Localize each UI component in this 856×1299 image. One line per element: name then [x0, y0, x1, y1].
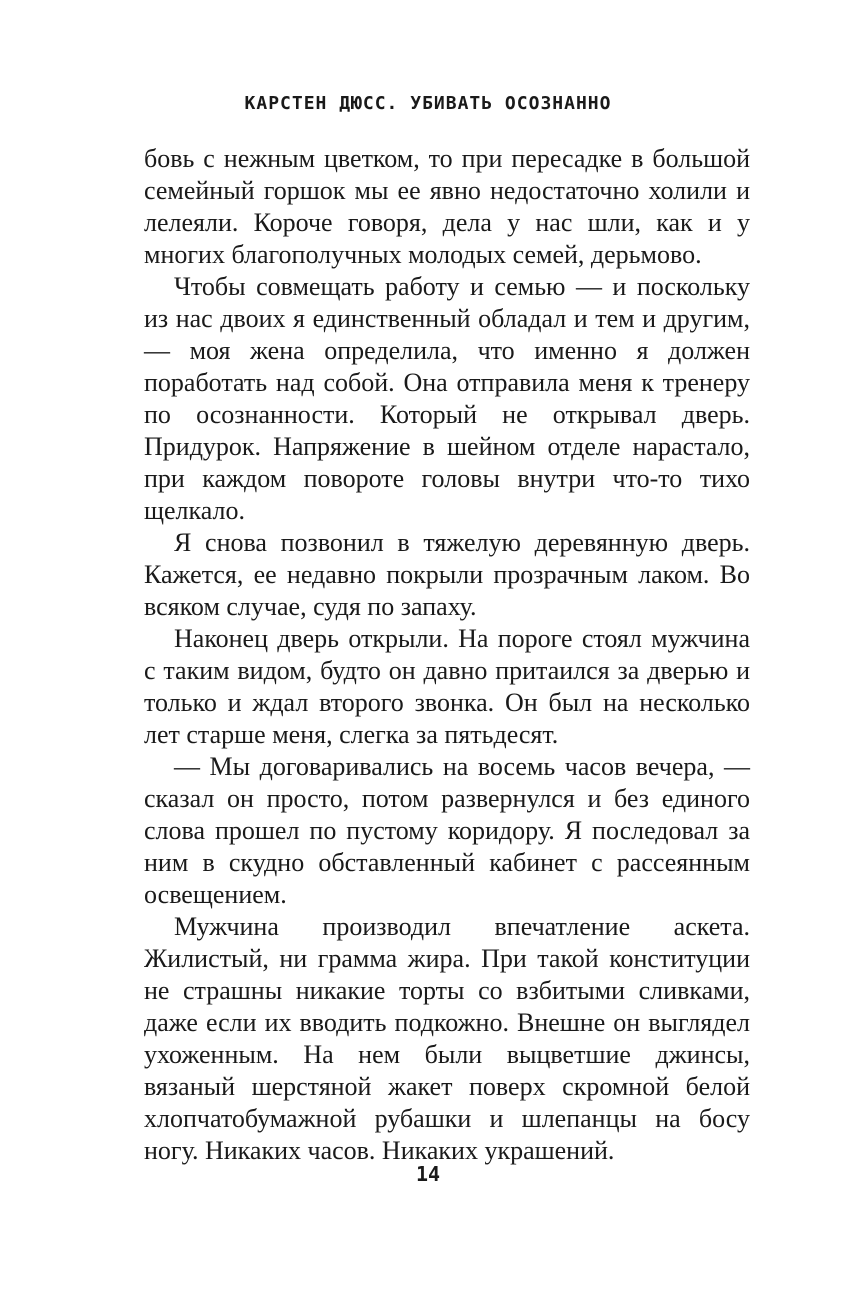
paragraph-2: Чтобы совмещать работу и семью — и поскольку из нас двоих я единственный обладал и тем и другим, — моя жена определила, что именно я должен поработать над собой. Она отправила меня к тренеру по осознанности. Который не открывал дверь. Придурок. Напряжение в шейном отделе нарастало, при каждом повороте головы внутри что-то тихо щелкало.	[144, 272, 750, 525]
paragraph-4: Наконец дверь открыли. На пороге стоял мужчина с таким видом, будто он давно притаился за дверью и только и ждал второго звонка. Он был на несколько лет старше меня, слегка за пятьдесят.	[144, 624, 750, 749]
paragraph-6: Мужчина производил впечатление аскета. Жилистый, ни грамма жира. При такой конституции не страшны никакие торты со взбитыми сливками, даже если их вводить подкожно. Внешне он выглядел ухоженным. На нем были выцветшие джинсы, вязаный шерстяной жакет поверх скромной белой хлопчатобумажной рубашки и шлепанцы на босу ногу. Никаких часов. Никаких украшений.	[144, 912, 750, 1165]
paragraph-1: бовь с нежным цветком, то при пересадке в большой семейный горшок мы ее явно недостаточно холили и лелеяли. Короче говоря, дела у нас шли, как и у многих благополучных молодых семей, дерьмово.	[144, 144, 750, 269]
running-title: КАРСТЕН ДЮСС. УБИВАТЬ ОСОЗНАННО	[244, 93, 612, 114]
body-text	[144, 143, 750, 1167]
paragraph-3: Я снова позвонил в тяжелую деревянную дверь. Кажется, ее недавно покрыли прозрачным лаком. Во всяком случае, судя по запаху.	[144, 528, 750, 621]
paragraph-5: — Мы договаривались на восемь часов вечера, — сказал он просто, потом развернулся и без единого слова прошел по пустому коридору. Я последовал за ним в скудно обставленный кабинет с рассеянным освещением.	[144, 752, 750, 909]
page-number: 14	[415, 1162, 441, 1186]
